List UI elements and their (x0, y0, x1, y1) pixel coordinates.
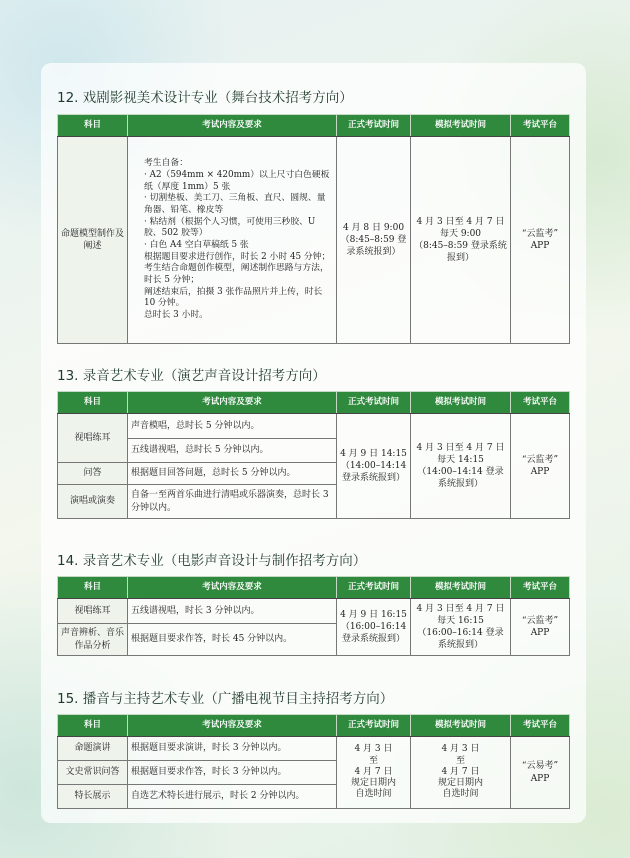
content-cell: 考生自备： · A2（594mm × 420mm）以上尺寸白色硬板纸（厚度 1mm）5 张 · 切割垫板、美工刀、三角板、直尺、圆规、量角器、铅笔、橡皮等 · 粘结剂（根据个人习惯，可使用三秒胶、U 胶、502 胶等） · 白色 A4 空白草稿纸 5 张 根据题目要求进行创作，时长 2 小时 45 分钟； 考生结合命题创作模型，阐述制作思路与方法，时长 5 分钟； 阐述结束后，拍摄 3 张作品照片并上传，时长 10 分钟。 总时长 3 小时。 (128, 137, 337, 344)
section-13-table (57, 391, 570, 519)
formal-time-cell: 4 月 9 日 14:15 （14:00–14:14 登录系统报到） (337, 414, 411, 519)
header-content: 考试内容及要求 (128, 115, 337, 137)
header-mock-time: 模拟考试时间 (411, 115, 511, 137)
header-mock-time: 模拟考试时间 (411, 577, 511, 599)
header-subject: 科目 (58, 115, 128, 137)
section-12-table (57, 114, 570, 344)
header-content: 考试内容及要求 (128, 577, 337, 599)
header-subject: 科目 (58, 577, 128, 599)
platform-cell: “云监考” APP (511, 414, 570, 519)
content-cell: 五线谱视唱，时长 3 分钟以内。 (128, 599, 337, 624)
platform-cell: “云监考” APP (511, 599, 570, 656)
header-content: 考试内容及要求 (128, 715, 337, 737)
content-cell: 根据题目回答问题，总时长 5 分钟以内。 (128, 463, 337, 485)
mock-time-cell: 4 月 3 日至 4 月 7 日每天 14:15 （14:00–14:14 登录系统报到） (411, 414, 511, 519)
section-15-table (57, 714, 570, 809)
formal-time-cell: 4 月 8 日 9:00 （8:45–8:59 登录系统报到） (337, 137, 411, 344)
header-platform: 考试平台 (511, 392, 570, 414)
subject-cell: 问答 (58, 463, 128, 485)
section-12-title: 12. 戏剧影视美术设计专业（舞台技术招考方向） (57, 90, 353, 106)
subject-cell: 视唱练耳 (58, 599, 128, 624)
mock-time-cell: 4 月 3 日至 4 月 7 日每天 16:15 （16:00–16:14 登录系统报到） (411, 599, 511, 656)
content-cell: 根据题目要求作答，时长 3 分钟以内。 (128, 761, 337, 785)
section-15-title: 15. 播音与主持艺术专业（广播电视节目主持招考方向） (57, 691, 394, 707)
content-cell: 自选艺术特长进行展示，时长 2 分钟以内。 (128, 785, 337, 809)
subject-cell: 特长展示 (58, 785, 128, 809)
subject-cell: 文史常识问答 (58, 761, 128, 785)
header-subject: 科目 (58, 715, 128, 737)
mock-time-cell: 4 月 3 日至 4 月 7 日每天 9:00 （8:45–8:59 登录系统报到） (411, 137, 511, 344)
content-cell: 五线谱视唱，总时长 5 分钟以内。 (128, 439, 337, 463)
header-formal-time: 正式考试时间 (337, 115, 411, 137)
content-cell: 声音模唱，总时长 5 分钟以内。 (128, 414, 337, 439)
subject-cell: 命题演讲 (58, 737, 128, 761)
header-mock-time: 模拟考试时间 (411, 392, 511, 414)
formal-time-cell: 4 月 3 日 至 4 月 7 日 规定日期内 自选时间 (337, 737, 411, 809)
section-14-title: 14. 录音艺术专业（电影声音设计与制作招考方向） (57, 553, 367, 569)
header-content: 考试内容及要求 (128, 392, 337, 414)
header-mock-time: 模拟考试时间 (411, 715, 511, 737)
header-formal-time: 正式考试时间 (337, 392, 411, 414)
header-formal-time: 正式考试时间 (337, 715, 411, 737)
platform-cell: “云易考” APP (511, 737, 570, 809)
header-platform: 考试平台 (511, 715, 570, 737)
content-cell: 自备一至两首乐曲进行清唱或乐器演奏，总时长 3 分钟以内。 (128, 485, 337, 519)
content-cell: 根据题目要求作答，时长 45 分钟以内。 (128, 624, 337, 656)
header-platform: 考试平台 (511, 577, 570, 599)
header-subject: 科目 (58, 392, 128, 414)
header-platform: 考试平台 (511, 115, 570, 137)
subject-cell: 命题模型制作及阐述 (58, 137, 128, 344)
subject-cell: 声音辨析、音乐作品分析 (58, 624, 128, 656)
content-cell: 根据题目要求演讲，时长 3 分钟以内。 (128, 737, 337, 761)
mock-time-cell: 4 月 3 日 至 4 月 7 日 规定日期内 自选时间 (411, 737, 511, 809)
subject-cell: 视唱练耳 (58, 414, 128, 463)
formal-time-cell: 4 月 9 日 16:15 （16:00–16:14 登录系统报到） (337, 599, 411, 656)
header-formal-time: 正式考试时间 (337, 577, 411, 599)
subject-cell: 演唱或演奏 (58, 485, 128, 519)
platform-cell: “云监考” APP (511, 137, 570, 344)
section-14-table (57, 576, 570, 656)
section-13-title: 13. 录音艺术专业（演艺声音设计招考方向） (57, 368, 326, 384)
